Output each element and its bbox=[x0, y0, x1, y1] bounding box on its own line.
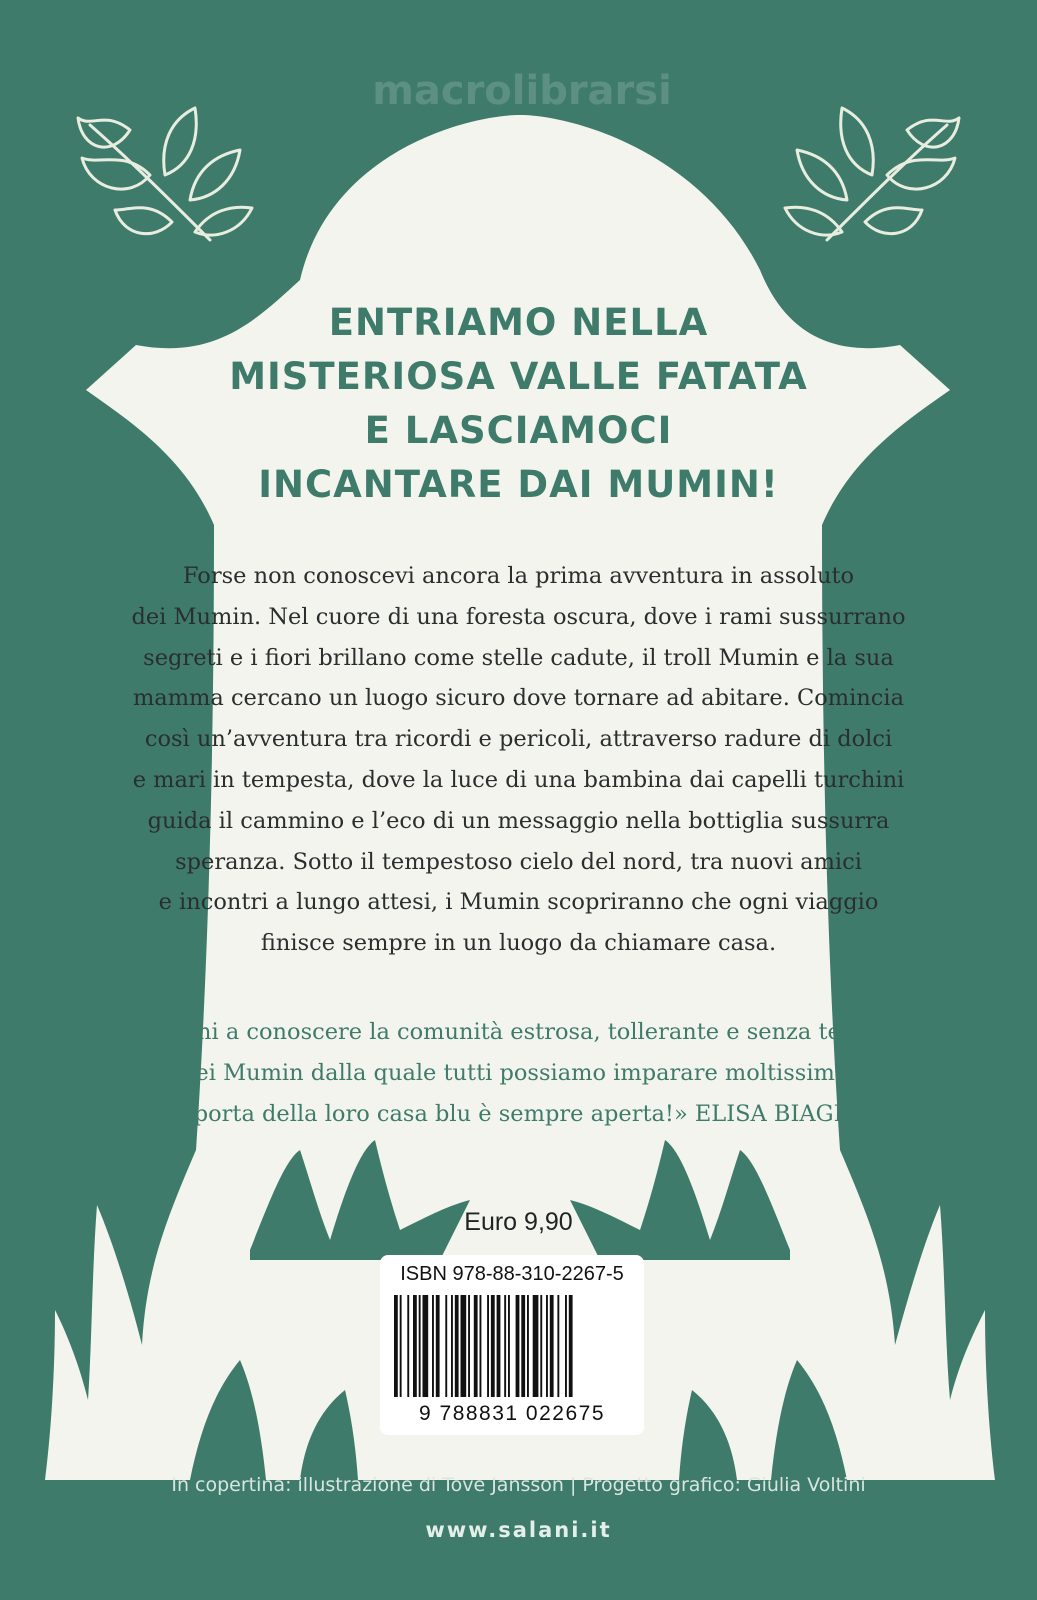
barcode-bar bbox=[569, 1295, 573, 1397]
publisher-website[interactable]: www.salani.it bbox=[425, 1518, 612, 1542]
barcode-bar bbox=[533, 1295, 539, 1397]
headline-line: E LASCIAMOCI bbox=[364, 409, 673, 452]
quote-line: dei Mumin dalla quale tutti possiamo imparare moltissimo: bbox=[181, 1059, 856, 1086]
barcode-bar bbox=[413, 1295, 417, 1397]
barcode-bar bbox=[565, 1295, 567, 1397]
price-label: Euro 9,90 bbox=[464, 1208, 573, 1236]
cover-credits: In copertina: illustrazione di Tove Jansson | Progetto grafico: Giulia Voltini bbox=[171, 1474, 866, 1496]
barcode-bar bbox=[394, 1295, 398, 1397]
barcode-bar bbox=[516, 1295, 520, 1397]
quote-line: la porta della loro casa blu è sempre aperta!» ELISA BIAGINI bbox=[165, 1100, 872, 1127]
barcode-bar bbox=[419, 1295, 421, 1397]
blurb-text bbox=[0, 556, 1037, 964]
blurb-line: finisce sempre in un luogo da chiamare casa. bbox=[260, 930, 777, 957]
barcode-bar bbox=[432, 1295, 434, 1397]
barcode-bar bbox=[504, 1295, 506, 1397]
barcode-bar bbox=[423, 1295, 429, 1397]
barcode-bar bbox=[400, 1295, 402, 1397]
headline-line: INCANTARE DAI MUMIN! bbox=[258, 463, 779, 506]
barcode-bar bbox=[487, 1295, 489, 1397]
barcode-bar bbox=[480, 1295, 482, 1397]
barcode-bar bbox=[527, 1295, 529, 1397]
barcode-bar bbox=[491, 1295, 495, 1397]
blurb-line: e incontri a lungo attesi, i Mumin scopriranno che ogni viaggio bbox=[158, 889, 879, 916]
barcode-bar bbox=[540, 1295, 542, 1397]
blurb-line: così un’avventura tra ricordi e pericoli, attraverso radure di dolci bbox=[144, 726, 893, 753]
blurb-line: segreti e i fiori brillano come stelle cadute, il troll Mumin e la sua bbox=[143, 644, 894, 671]
blurb-line: speranza. Sotto il tempestoso cielo del nord, tra nuovi amici bbox=[175, 848, 862, 875]
barcode-icon bbox=[394, 1295, 630, 1397]
watermark: macrolibrarsi bbox=[372, 68, 672, 114]
blurb-line: Forse non conoscevi ancora la prima avventura in assoluto bbox=[182, 563, 855, 589]
barcode-bar bbox=[445, 1295, 447, 1397]
blurb-line: e mari in tempesta, dove la luce di una bambina dai capelli turchini bbox=[132, 766, 905, 793]
barcode-label bbox=[380, 1255, 644, 1435]
leaf-sprig-icon bbox=[78, 108, 252, 240]
barcode-bar bbox=[557, 1295, 559, 1397]
isbn-text: ISBN 978-88-310-2267-5 bbox=[400, 1263, 624, 1285]
barcode-bar bbox=[521, 1295, 525, 1397]
quote-line: «Vieni a conoscere la comunità estrosa, tollerante e senza tempo bbox=[146, 1019, 891, 1045]
barcode-bar bbox=[468, 1295, 470, 1397]
barcode-bar bbox=[546, 1295, 548, 1397]
barcode-bar bbox=[407, 1295, 409, 1397]
headline-line: ENTRIAMO NELLA bbox=[328, 301, 709, 344]
barcode-bar bbox=[550, 1295, 554, 1397]
ean-number: 9 788831 022675 bbox=[419, 1402, 605, 1425]
leaf-sprig-icon bbox=[785, 108, 959, 240]
barcode-bar bbox=[508, 1295, 510, 1397]
blurb-line: guida il cammino e l’eco di un messaggio nella bottiglia sussurra bbox=[147, 807, 890, 834]
blurb-line: mamma cercano un luogo sicuro dove tornare ad abitare. Comincia bbox=[132, 685, 905, 712]
blurb-line: dei Mumin. Nel cuore di una foresta oscura, dove i rami sussurrano bbox=[131, 603, 906, 630]
barcode-bar bbox=[436, 1295, 440, 1397]
headline-line: MISTERIOSA VALLE FATATA bbox=[229, 355, 808, 398]
review-quote bbox=[0, 1012, 1037, 1134]
barcode-bar bbox=[474, 1295, 478, 1397]
barcode-bar bbox=[497, 1295, 501, 1397]
headline bbox=[0, 296, 1037, 512]
barcode-bar bbox=[451, 1295, 453, 1397]
barcode-bar bbox=[461, 1295, 467, 1397]
barcode-bar bbox=[455, 1295, 459, 1397]
